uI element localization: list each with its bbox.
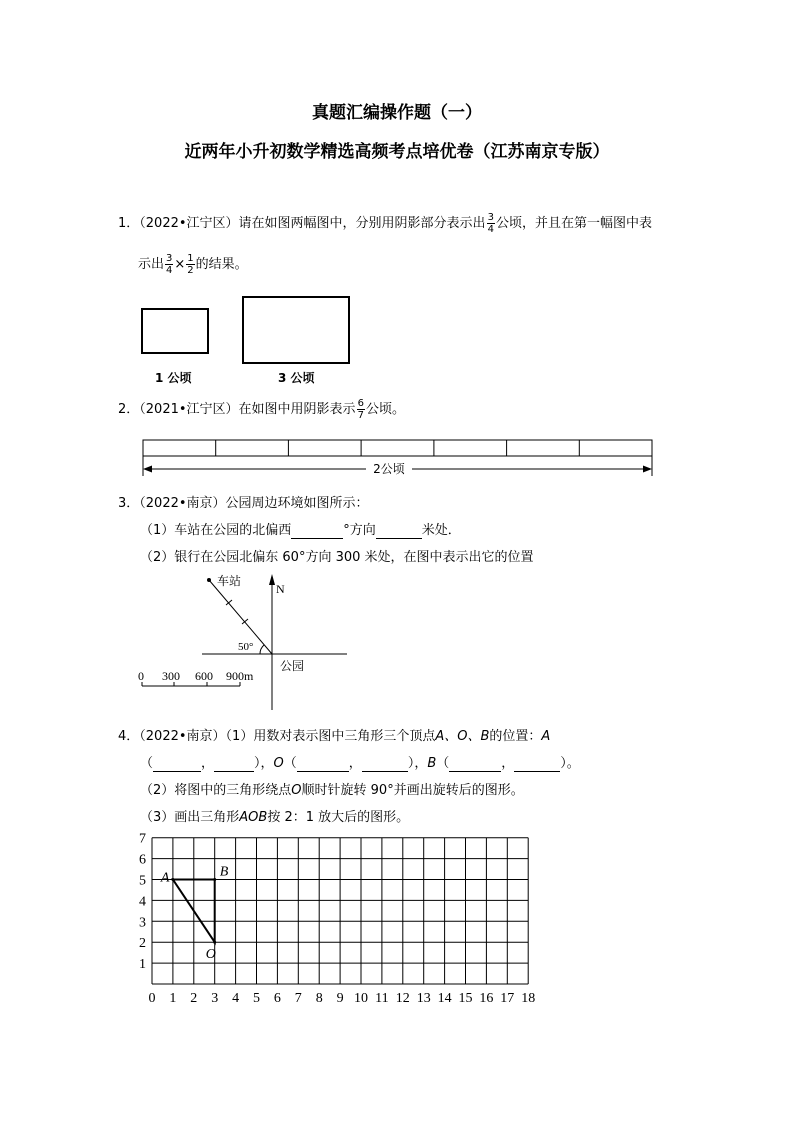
q1-text-a: 请在如图两幅图中，分别用阴影部分表示出: [238, 216, 486, 231]
q4-p3-text-a: （3）画出三角形: [140, 810, 240, 825]
page-title: 真题汇编操作题（一）: [312, 103, 482, 123]
q4-grid-chart[interactable]: [130, 826, 550, 1016]
q2-arrow-right-head: [643, 466, 652, 473]
vertex-b-label: B: [219, 864, 229, 880]
y-tick-label: 7: [139, 831, 146, 847]
q3-p1-text-a: （1）车站在公园的北偏西: [140, 523, 292, 538]
x-tick-label: 14: [437, 991, 452, 1006]
vertex-o-label: O: [205, 947, 216, 963]
q3-north-arrow: [269, 574, 275, 585]
page-subtitle: 近两年小升初数学精选高频考点培优卷（江苏南京专版）: [184, 142, 610, 162]
q4-blank-o-y[interactable]: [362, 756, 408, 772]
q1-times: ×: [174, 257, 186, 272]
q1-number: 1．: [118, 216, 140, 231]
x-tick-label: 8: [315, 991, 323, 1006]
q3-scale-600: 600: [195, 669, 213, 683]
q2-text-b: 公顷。: [365, 402, 405, 417]
q2-source: （2021•江宁区）: [139, 402, 239, 417]
q3-line: [118, 492, 369, 511]
y-tick-label: 4: [139, 894, 146, 910]
q3-north-label: N: [276, 582, 285, 596]
x-tick-label: 16: [479, 991, 494, 1006]
q2-bar-label: 2公顷: [373, 462, 405, 476]
q3-angle-label: 50°: [238, 641, 254, 653]
q4-comma: ，: [201, 756, 215, 771]
q4-paren: （: [436, 756, 450, 771]
q3-part2: （2）银行在公园北偏东 60°方向 300 米处，在图中表示出它的位置: [140, 550, 534, 565]
q4-p2-text-a: （2）将图中的三角形绕点: [140, 783, 292, 798]
q4-label-b: B: [427, 756, 437, 771]
q3-blank-distance[interactable]: [376, 523, 422, 539]
x-tick-label: 4: [232, 991, 240, 1006]
q4-p1-vertices: A、O、B: [435, 729, 490, 744]
q3-part1: [140, 519, 461, 539]
q4-blank-a-y[interactable]: [214, 756, 254, 772]
x-tick-label: 18: [521, 991, 536, 1006]
q3-angle-arc: [260, 645, 264, 654]
y-tick-label: 6: [139, 852, 146, 868]
q3-number: 3．: [118, 496, 140, 511]
q3-scale-0: 0: [138, 669, 144, 683]
q3-scale-300: 300: [162, 669, 180, 683]
q1-label-small: 1 公顷: [155, 371, 192, 385]
y-tick-label: 3: [139, 915, 146, 931]
q1-rect-3-hectare[interactable]: [242, 296, 350, 364]
q1-rect-1-hectare[interactable]: [141, 308, 209, 354]
y-tick-label: 1: [139, 957, 146, 973]
q4-line1: [118, 725, 550, 744]
q4-comma: ，: [348, 756, 362, 771]
q4-p1-text-c: 的位置：: [489, 729, 542, 744]
q2-line: [118, 398, 405, 421]
x-tick-label: 7: [294, 991, 302, 1006]
q4-label-a: A: [541, 729, 551, 744]
x-tick-label: 15: [458, 991, 473, 1006]
q3-source: （2022•南京）: [139, 496, 226, 511]
q4-part2: [140, 779, 524, 798]
q1-line2: [138, 253, 248, 276]
x-tick-label: 6: [273, 991, 281, 1006]
q4-p3-triangle-name: AOB: [239, 810, 268, 825]
vertex-a-point: [171, 878, 174, 881]
y-tick-label: 2: [139, 936, 146, 952]
q2-text-a: 在如图中用阴影表示: [238, 402, 356, 417]
q2-number: 2．: [118, 402, 140, 417]
q2-bar-diagram[interactable]: [140, 436, 656, 480]
x-tick-label: 1: [169, 991, 177, 1006]
q1-fraction-a: $\frac{3}{4}$: [487, 212, 494, 235]
q3-scale-900m: 900m: [226, 669, 254, 683]
q1-line1: [118, 212, 652, 235]
x-tick-label: 2: [190, 991, 198, 1006]
x-tick-label: 3: [211, 991, 219, 1006]
q4-paren: （: [140, 756, 154, 771]
x-tick-label: 9: [336, 991, 344, 1006]
q4-line2: [140, 752, 580, 772]
q3-park-label: 公园: [280, 659, 305, 673]
q4-number: 4．: [118, 729, 140, 744]
q1-label-large: 3 公顷: [278, 371, 315, 385]
q4-source: （2022•南京）: [139, 729, 226, 744]
q4-blank-b-x[interactable]: [449, 756, 501, 772]
q4-comma: ，: [501, 756, 515, 771]
x-tick-label: 11: [375, 991, 389, 1006]
q4-blank-a-x[interactable]: [153, 756, 201, 772]
x-tick-label: 5: [253, 991, 260, 1006]
q1-text-b: 公顷，并且在第一幅图中表: [495, 216, 652, 231]
q4-p2-text-b: 顺时针旋转 90°并画出旋转后的图形。: [301, 783, 524, 798]
q1-source: （2022•江宁区）: [139, 216, 239, 231]
q1-text-c: 示出: [138, 257, 165, 272]
q3-text: 公园周边环境如图所示：: [225, 496, 369, 511]
x-tick-label: 12: [395, 991, 410, 1006]
q4-paren: ），: [407, 756, 428, 771]
q3-blank-angle[interactable]: [291, 523, 343, 539]
q4-blank-b-y[interactable]: [514, 756, 560, 772]
x-tick-label: 10: [354, 991, 368, 1006]
q3-map-diagram[interactable]: [130, 568, 360, 718]
q4-part3: [140, 806, 409, 825]
q4-blank-o-x[interactable]: [297, 756, 349, 772]
q2-arrow-left-head: [143, 466, 152, 473]
vertex-o-point: [213, 941, 216, 944]
vertex-a-label: A: [160, 870, 170, 886]
q2-bar-dividers: [216, 440, 580, 456]
q3-p1-text-b: °方向: [343, 523, 376, 538]
y-tick-label: 5: [139, 873, 146, 889]
x-tick-label: 17: [500, 991, 515, 1006]
q2-fraction: $\frac{6}{7}$: [357, 398, 364, 421]
q1-text-d: 的结果。: [195, 257, 248, 272]
x-tick-label: 0: [148, 991, 156, 1006]
x-tick-label: 13: [416, 991, 431, 1006]
q4-paren: ），: [254, 756, 274, 771]
q4-p2-point-o: O: [291, 783, 302, 798]
q4-paren: ）。: [560, 756, 580, 771]
q3-station-dot: [207, 578, 211, 582]
q2-bar-frame: [143, 440, 652, 456]
q4-p3-text-c: 按 2：1 放大后的图形。: [267, 810, 410, 825]
q1-fraction-b: $\frac{3}{4}$: [166, 253, 173, 276]
q4-label-o: O: [273, 756, 284, 771]
vertex-b-point: [213, 878, 216, 881]
q4-paren: （: [283, 756, 297, 771]
q3-p1-text-c: 米处．: [421, 523, 461, 538]
q1-fraction-c: $\frac{1}{2}$: [187, 253, 194, 276]
q3-station-label: 车站: [217, 574, 242, 588]
q4-p1-text-a: （1）用数对表示图中三角形三个顶点: [225, 729, 436, 744]
